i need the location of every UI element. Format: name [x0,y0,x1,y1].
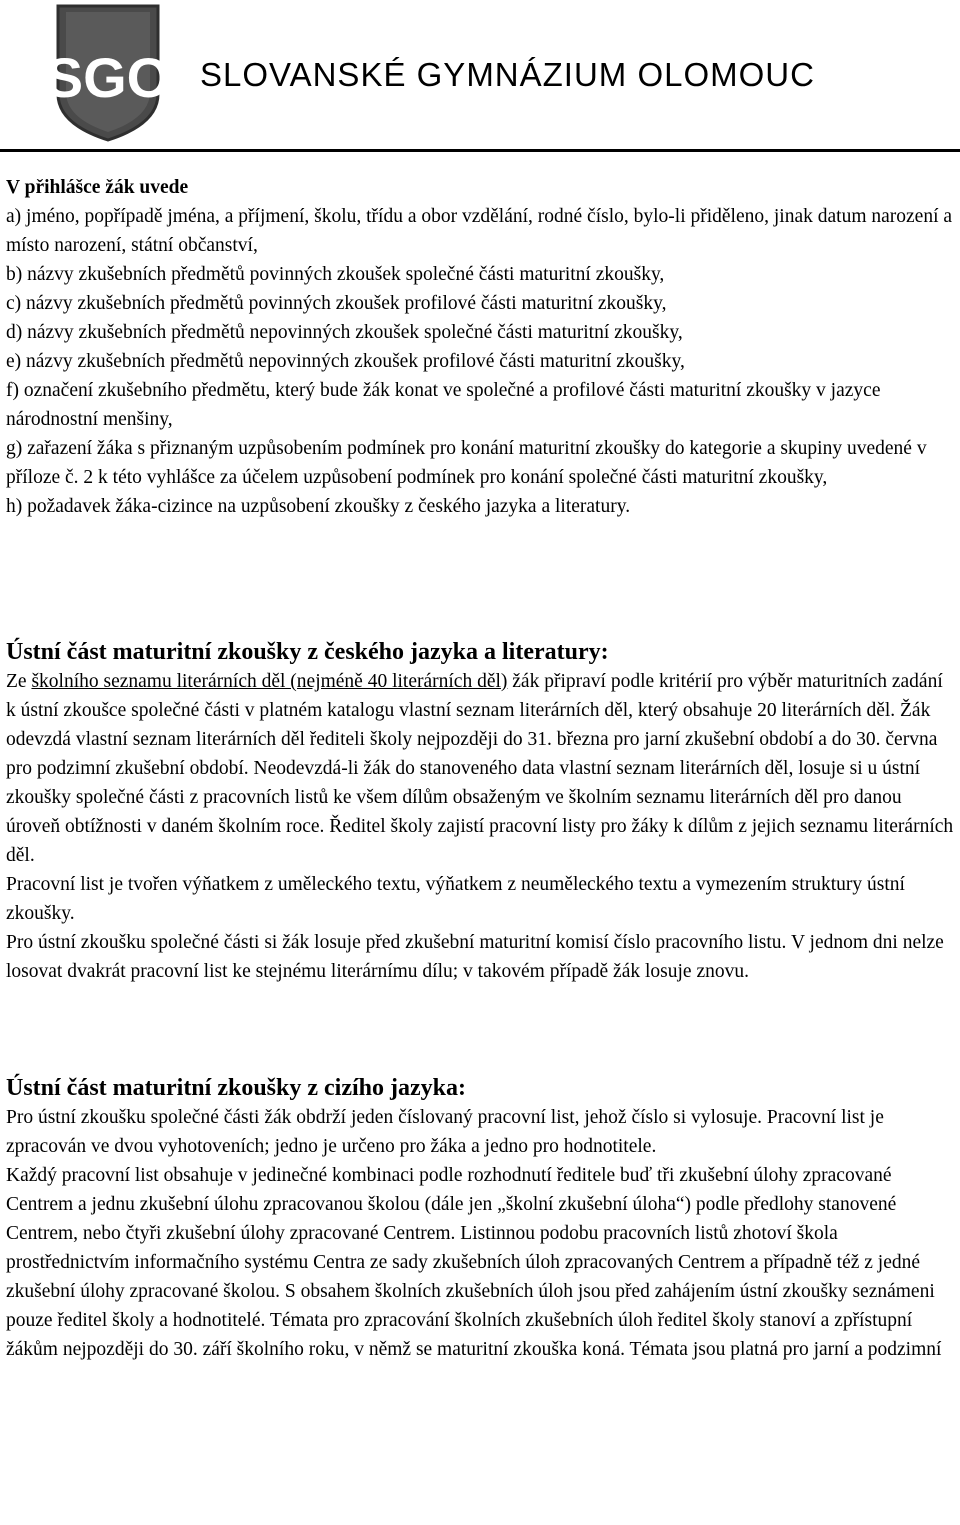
list-item: e) názvy zkušebních předmětů nepovinných zkoušek profilové části maturitní zkoušky, [6,351,685,372]
paragraph-prefix: Ze [6,671,32,692]
list-item: h) požadavek žáka-cizince na uzpůsobení zkoušky z českého jazyka a literatury. [6,496,631,517]
paragraph: Každý pracovní list obsahuje v jedinečné kombinaci podle rozhodnutí ředitele buď tři zkušební úlohy zpracované Centrem a jednu zkušební úlohu zpracovanou školou (dále jen „školní zkušební úloha“) podle předlohy stanovené Centrem, nebo čtyři zkušební úlohy zpracované Centrem. Listinnou podobu pracovních listů zhotoví škola prostřednictvím informačního systému Centra ze sady zkušebních úloh zpracovaných Centrem a případně též z jedné zkušební úlohy zpracované školou. S obsahem školních zkušebních úloh jsou před zahájením ústní zkoušky seznámeni pouze ředitel školy a hodnotitelé. Témata pro zpracování školních zkušebních úloh ředitel školy stanoví a zpřístupní žákům nejpozději do 30. září školního roku, v němž se maturitní zkouška koná. Témata jsou platná pro jarní a podzimní [6,1165,942,1360]
paragraph: Pro ústní zkoušku společné části si žák losuje před zkušební maturitní komisí číslo pracovního listu. V jednom dni nelze losovat dvakrát pracovní list ke stejnému literárnímu dílu; v takovém případě žák losuje znovu. [6,932,944,982]
list-item: f) označení zkušebního předmětu, který bude žák konat ve společné a profilové části maturitní zkoušky v jazyce národnostní menšiny, [6,380,881,430]
school-logo [40,2,176,142]
list-item: c) názvy zkušebních předmětů povinných zkoušek profilové části maturitní zkoušky, [6,293,667,314]
paragraph-text: žák připraví podle kritérií pro výběr maturitních zadání k ústní zkoušce společné části v platném katalogu vlastní seznam literárních děl, který obsahuje 20 literárních děl. Žák odevzdá vlastní seznam literárních děl řediteli školy nejpozději do 31. března pro jarní zkušební období a do 30. června pro podzimní zkušební období. Neodevzdá-li žák do stanoveného data vlastní seznam literárních děl, losuje si u ústní zkoušky společné části z pracovních listů ke všem dílům obsaženým ve školním seznamu literárních děl pro danou úroveň obtížnosti v daném školním roce. Ředitel školy zajistí pracovní listy pro žáky k dílům z jejich seznamu literárních děl. [6,671,954,866]
list-item: d) názvy zkušebních předmětů nepovinných zkoušek společné části maturitní zkoušky, [6,322,683,343]
list-item: b) názvy zkušebních předmětů povinných zkoušek společné části maturitní zkoušky, [6,264,665,285]
czech-oral-exam-heading: Ústní část maturitní zkoušky z českého jazyka a literatury: [6,639,609,665]
list-item: g) zařazení žáka s přiznaným uzpůsobením podmínek pro konání maturitní zkoušky do kategorie a skupiny uvedené v příloze č. 2 k této vyhlášce za účelem uzpůsobení podmínek pro konání společné části maturitní zkoušky, [6,438,927,488]
document-body [6,173,956,1364]
logo-text: SGO [45,46,171,109]
foreign-language-oral-exam-heading: Ústní část maturitní zkoušky z cizího jazyka: [6,1075,466,1101]
spacer [6,521,956,638]
school-name: SLOVANSKÉ GYMNÁZIUM OLOMOUC [200,56,815,93]
application-section-heading: V přihlášce žák uvede [6,177,189,198]
underlined-text: školního seznamu literárních děl (nejméně 40 literárních děl) [31,671,508,692]
paragraph: Pro ústní zkoušku společné části žák obdrží jeden číslovaný pracovní list, jehož číslo si vylosuje. Pracovní list je zpracován ve dvou vyhotoveních; jedno je určeno pro žáka a jedno pro hodnotitele. [6,1107,884,1157]
header-divider [0,149,960,152]
spacer [6,986,956,1074]
page-header [0,0,960,160]
list-item: a) jméno, popřípadě jména, a příjmení, školu, třídu a obor vzdělání, rodné číslo, bylo-li přiděleno, jinak datum narození a místo narození, státní občanství, [6,206,953,256]
paragraph [6,667,956,870]
paragraph: Pracovní list je tvořen výňatkem z uměleckého textu, výňatkem z neuměleckého textu a vymezením struktury ústní zkoušky. [6,874,905,924]
